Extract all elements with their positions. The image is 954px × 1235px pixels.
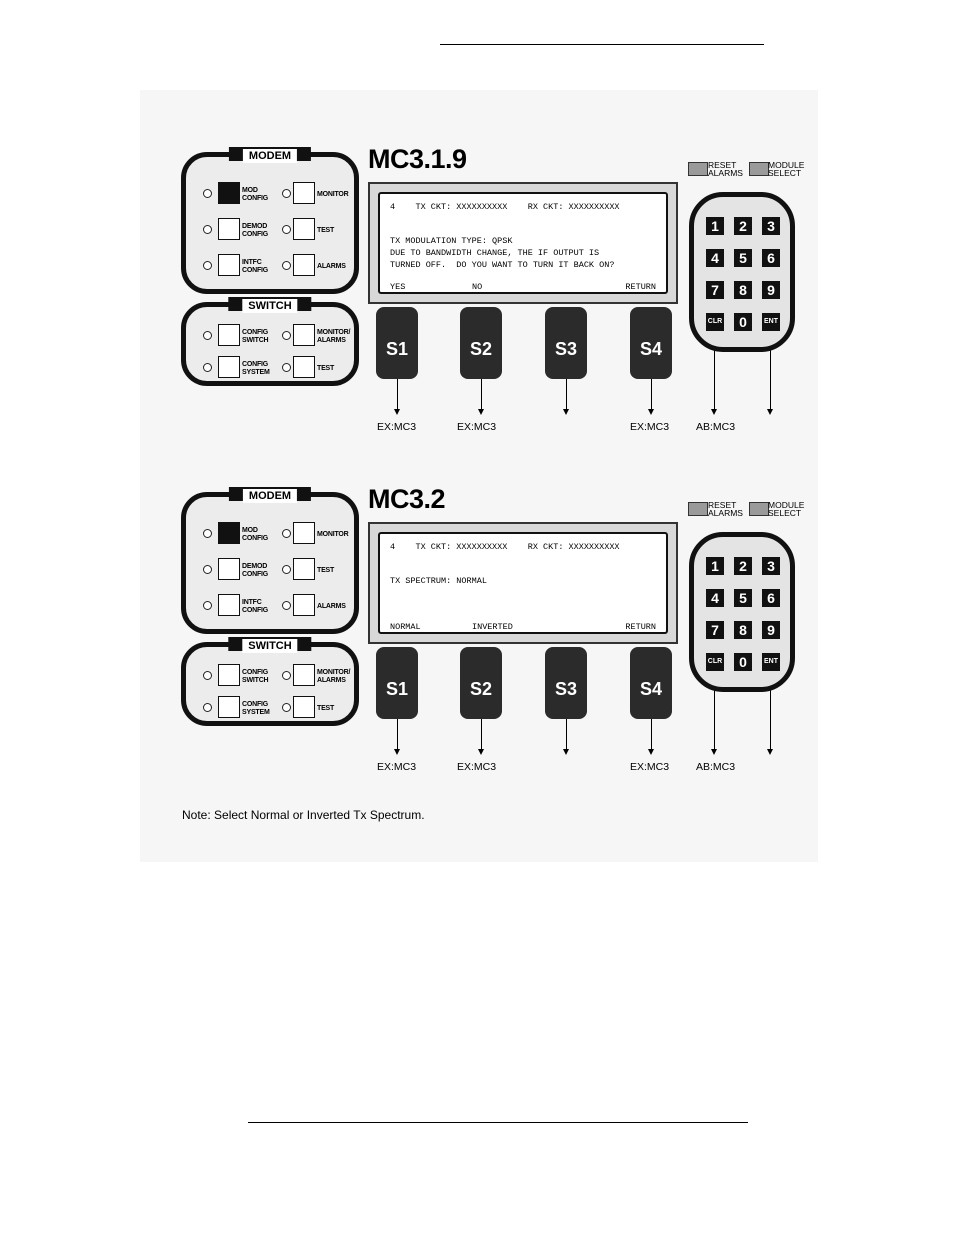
softkey-label-4: RETURN: [625, 282, 656, 292]
reset-alarms-button[interactable]: [688, 162, 708, 176]
config-switch-label: CONFIG SWITCH: [242, 669, 269, 684]
config-switch-button[interactable]: [218, 664, 240, 686]
config-system-label: CONFIG SYSTEM: [242, 361, 270, 376]
xref-clr: AB:MC3: [696, 761, 736, 773]
led-indicator: [203, 225, 212, 234]
xref-clr: AB:MC3: [696, 421, 736, 433]
reset-alarms-label: RESET ALARMS: [708, 500, 743, 518]
lcd-screen: [368, 522, 678, 644]
modem-header-label: MODEM: [243, 489, 297, 503]
monitor-label: MONITOR: [317, 191, 349, 198]
led-indicator: [282, 261, 291, 270]
panel-diagram-2: [0, 432, 954, 773]
module-select-button[interactable]: [749, 502, 769, 516]
monitor-label: MONITOR: [317, 531, 349, 538]
led-indicator: [282, 189, 291, 198]
softkey-s3-label: S3: [554, 339, 578, 359]
switch-header: [228, 297, 311, 311]
key-7[interactable]: 7: [706, 621, 724, 639]
key-0[interactable]: 0: [734, 313, 752, 331]
lcd-screen: [368, 182, 678, 304]
lcd-line-2: DUE TO BANDWIDTH CHANGE, THE IF OUTPUT IS: [390, 248, 600, 258]
led-indicator: [203, 529, 212, 538]
config-system-label: CONFIG SYSTEM: [242, 701, 270, 716]
footnote: Note: Select Normal or Inverted Tx Spectrum.: [182, 808, 425, 822]
alarms-label: ALARMS: [317, 603, 346, 610]
led-indicator: [282, 565, 291, 574]
alarms-button[interactable]: [293, 594, 315, 616]
switch-test-button[interactable]: [293, 356, 315, 378]
arrow-s1: [397, 379, 398, 413]
arrow-s3: [566, 379, 567, 413]
modem-block: [181, 492, 359, 634]
test-label: TEST: [317, 227, 335, 234]
led-indicator: [282, 703, 291, 712]
led-indicator: [282, 331, 291, 340]
screen-id-title: MC3.2: [368, 484, 446, 514]
arrow-clr: [714, 346, 715, 413]
led-indicator: [282, 601, 291, 610]
xref-s1: EX:MC3: [377, 421, 417, 433]
arrow-s1: [397, 719, 398, 753]
key-1[interactable]: 1: [706, 217, 724, 235]
xref-s2: EX:MC3: [457, 421, 497, 433]
footer-rule: [248, 1122, 748, 1123]
led-indicator: [282, 671, 291, 680]
key-0[interactable]: 0: [734, 653, 752, 671]
softkey-label-1: NORMAL: [390, 622, 421, 632]
module-select-label: MODULE SELECT: [768, 160, 805, 178]
alarms-label: ALARMS: [317, 263, 346, 270]
led-indicator: [203, 189, 212, 198]
key-7[interactable]: 7: [706, 281, 724, 299]
modem-header: [229, 487, 311, 501]
alarms-button[interactable]: [293, 254, 315, 276]
softkey-s2-label: S2: [469, 339, 493, 359]
demod-config-button[interactable]: [218, 558, 240, 580]
led-indicator: [203, 671, 212, 680]
arrow-ent: [770, 686, 771, 753]
xref-s4: EX:MC3: [630, 421, 670, 433]
reset-alarms-label: RESET ALARMS: [708, 160, 743, 178]
intfc-config-label: INTFC CONFIG: [242, 599, 269, 614]
switch-block: [181, 302, 359, 386]
softkey-s2[interactable]: [460, 307, 502, 379]
led-indicator: [203, 363, 212, 372]
softkey-s1-label: S1: [385, 679, 409, 699]
softkey-s3[interactable]: [545, 307, 587, 379]
led-indicator: [203, 703, 212, 712]
arrow-s3: [566, 719, 567, 753]
softkey-s4[interactable]: [630, 307, 672, 379]
softkey-label-4: RETURN: [625, 622, 656, 632]
led-indicator: [203, 331, 212, 340]
key-4[interactable]: 4: [706, 589, 724, 607]
demod-config-button[interactable]: [218, 218, 240, 240]
key-9[interactable]: 9: [762, 621, 780, 639]
key-clr[interactable]: CLR: [706, 313, 724, 331]
key-2[interactable]: 2: [734, 557, 752, 575]
mod-config-button[interactable]: [218, 182, 240, 204]
reset-alarms-button[interactable]: [688, 502, 708, 516]
test-button[interactable]: [293, 558, 315, 580]
arrow-s4: [651, 719, 652, 753]
mod-config-label: MOD CONFIG: [242, 187, 269, 202]
key-1[interactable]: 1: [706, 557, 724, 575]
key-8[interactable]: 8: [734, 621, 752, 639]
lcd-line-status: 4 TX CKT: XXXXXXXXXX RX CKT: XXXXXXXXXX: [390, 542, 620, 552]
numeric-keypad: [689, 532, 795, 692]
softkey-s4-label: S4: [639, 679, 663, 699]
key-6[interactable]: 6: [762, 589, 780, 607]
softkey-s3-label: S3: [554, 679, 578, 699]
softkey-s4[interactable]: [630, 647, 672, 719]
arrow-clr: [714, 686, 715, 753]
config-system-button[interactable]: [218, 356, 240, 378]
lcd-display: [378, 192, 668, 294]
module-select-label: MODULE SELECT: [768, 500, 805, 518]
led-indicator: [203, 261, 212, 270]
key-ent[interactable]: ENT: [762, 313, 780, 331]
demod-config-label: DEMOD CONFIG: [242, 563, 269, 578]
config-switch-label: CONFIG SWITCH: [242, 329, 269, 344]
softkey-s1[interactable]: [376, 307, 418, 379]
screen-id-title: MC3.1.9: [368, 144, 467, 174]
softkey-s2-label: S2: [469, 679, 493, 699]
intfc-config-label: INTFC CONFIG: [242, 259, 269, 274]
key-9[interactable]: 9: [762, 281, 780, 299]
softkey-s4-label: S4: [639, 339, 663, 359]
modem-header-label: MODEM: [243, 149, 297, 163]
switch-header-label: SWITCH: [242, 639, 297, 653]
panel-diagram-1: [0, 92, 954, 433]
lcd-line-1: TX SPECTRUM: NORMAL: [390, 576, 487, 586]
led-indicator: [282, 225, 291, 234]
numeric-keypad: [689, 192, 795, 352]
arrow-s2: [481, 719, 482, 753]
key-2[interactable]: 2: [734, 217, 752, 235]
lcd-display: [378, 532, 668, 634]
module-select-button[interactable]: [749, 162, 769, 176]
config-system-button[interactable]: [218, 696, 240, 718]
intfc-config-button[interactable]: [218, 594, 240, 616]
switch-test-button[interactable]: [293, 696, 315, 718]
key-5[interactable]: 5: [734, 589, 752, 607]
led-indicator: [282, 529, 291, 538]
key-8[interactable]: 8: [734, 281, 752, 299]
arrow-s2: [481, 379, 482, 413]
monitor-alarms-button[interactable]: [293, 324, 315, 346]
softkey-s3[interactable]: [545, 647, 587, 719]
arrow-ent: [770, 346, 771, 413]
led-indicator: [203, 601, 212, 610]
key-4[interactable]: 4: [706, 249, 724, 267]
softkey-label-2: INVERTED: [472, 622, 513, 632]
softkey-s2[interactable]: [460, 647, 502, 719]
led-indicator: [282, 363, 291, 372]
test-label: TEST: [317, 567, 335, 574]
monitor-alarms-label: MONITOR/ ALARMS: [317, 669, 351, 684]
softkey-s1[interactable]: [376, 647, 418, 719]
switch-header-label: SWITCH: [242, 299, 297, 313]
monitor-alarms-label: MONITOR/ ALARMS: [317, 329, 351, 344]
softkey-label-2: NO: [472, 282, 483, 292]
modem-block: [181, 152, 359, 294]
intfc-config-button[interactable]: [218, 254, 240, 276]
softkey-s1-label: S1: [385, 339, 409, 359]
lcd-line-3: TURNED OFF. DO YOU WANT TO TURN IT BACK ON?: [390, 260, 615, 270]
xref-s4: EX:MC3: [630, 761, 670, 773]
demod-config-label: DEMOD CONFIG: [242, 223, 269, 238]
xref-s1: EX:MC3: [377, 761, 417, 773]
monitor-button[interactable]: [293, 182, 315, 204]
switch-test-label: TEST: [317, 705, 335, 712]
switch-block: [181, 642, 359, 726]
monitor-alarms-button[interactable]: [293, 664, 315, 686]
config-switch-button[interactable]: [218, 324, 240, 346]
modem-header: [229, 147, 311, 161]
key-3[interactable]: 3: [762, 557, 780, 575]
arrow-s4: [651, 379, 652, 413]
key-ent[interactable]: ENT: [762, 653, 780, 671]
switch-header: [228, 637, 311, 651]
header-rule: [440, 44, 764, 45]
xref-s2: EX:MC3: [457, 761, 497, 773]
softkey-label-1: YES: [390, 282, 406, 292]
lcd-line-1: TX MODULATION TYPE: QPSK: [390, 236, 513, 246]
test-button[interactable]: [293, 218, 315, 240]
switch-test-label: TEST: [317, 365, 335, 372]
key-5[interactable]: 5: [734, 249, 752, 267]
mod-config-label: MOD CONFIG: [242, 527, 269, 542]
lcd-line-status: 4 TX CKT: XXXXXXXXXX RX CKT: XXXXXXXXXX: [390, 202, 620, 212]
key-6[interactable]: 6: [762, 249, 780, 267]
mod-config-button[interactable]: [218, 522, 240, 544]
key-clr[interactable]: CLR: [706, 653, 724, 671]
led-indicator: [203, 565, 212, 574]
monitor-button[interactable]: [293, 522, 315, 544]
key-3[interactable]: 3: [762, 217, 780, 235]
